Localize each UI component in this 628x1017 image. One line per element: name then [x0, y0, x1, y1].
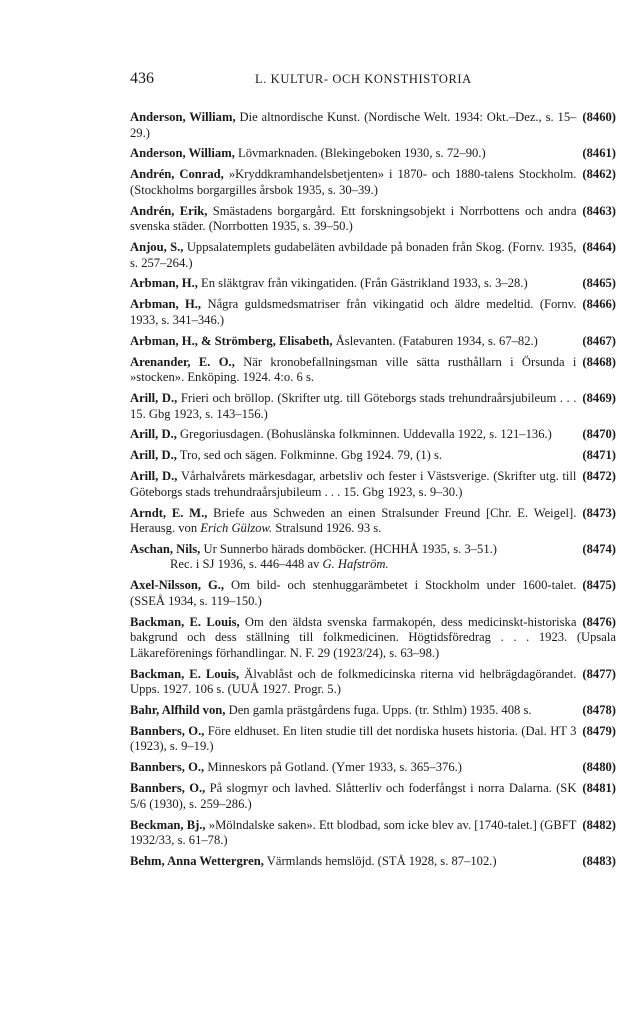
entry-author: Anderson, William,	[130, 146, 235, 161]
entry-text: Uppsalatemplets gudabeläten avbildade på bonaden från Skog. (Fornv. 1935, s. 257–264.)	[130, 240, 577, 270]
list-item	[130, 781, 616, 812]
entry-text-after: Stralsund 1926. 93 s.	[275, 521, 382, 536]
entry-text: Värmlands hemslöjd. (STÅ 1928, s. 87–102.)	[266, 853, 497, 868]
list-item	[130, 542, 616, 573]
entry-text: Ur Sunnerbo härads domböcker. (HCHHÅ 1935, s. 3–51.)	[203, 541, 497, 556]
entry-author: Backman, E. Louis,	[130, 614, 240, 629]
list-item	[130, 276, 616, 292]
entry-number: (8475)	[582, 578, 616, 593]
entry-author: Bannbers, O.,	[130, 723, 205, 738]
entry-author: Arill, D.,	[130, 469, 178, 484]
entry-number: (8477)	[582, 666, 616, 681]
list-item	[130, 448, 616, 464]
entry-number: (8461)	[582, 146, 616, 161]
entry-text: Tro, sed och sägen. Folkminne. Gbg 1924. 79, (1) s.	[179, 448, 443, 463]
list-item	[130, 297, 616, 328]
running-title: L. KULTUR- OCH KONSTHISTORIA	[255, 72, 472, 86]
entry-text: På slogmyr och lavhed. Slåtterliv och foderfångst i norra Dalarna. (SK 5/6 (1930), s. 259–286.)	[130, 781, 577, 811]
entry-number: (8472)	[582, 469, 616, 484]
page-header	[130, 70, 616, 92]
entry-text: »Mölndalske saken». Ett blodbad, som icke blev av. [1740-talet.] (GBFT 1932/33, s. 61–78.)	[130, 817, 577, 848]
entry-number: (8460)	[582, 110, 616, 124]
entry-author: Arenander, E. O.,	[130, 354, 235, 369]
entry-text: Åslevanten. (Fataburen 1934, s. 67–82.)	[335, 333, 538, 348]
entry-author: Andrén, Conrad,	[130, 167, 224, 182]
entry-review-note	[130, 557, 616, 573]
entry-text: Lövmarknaden. (Blekingeboken 1930, s. 72–90.)	[238, 146, 486, 161]
entry-author: Axel-Nilsson, G.,	[130, 578, 225, 593]
entry-author: Aschan, Nils,	[130, 541, 201, 556]
list-item	[130, 391, 616, 422]
entry-author: Arill, D.,	[130, 391, 178, 406]
entry-number: (8473)	[582, 505, 616, 520]
entry-number: (8476)	[582, 614, 616, 629]
entry-number: (8479)	[582, 723, 616, 738]
entry-author: Andrén, Erik,	[130, 203, 208, 218]
entry-author: Bahr, Alfhild von,	[130, 703, 226, 718]
entry-text: Gregoriusdagen. (Bohuslänska folkminnen. Uddevalla 1922, s. 121–136.)	[180, 427, 552, 442]
entry-author: Arill, D.,	[130, 448, 177, 463]
entry-text: En släktgrav från vikingatiden. (Från Gästrikland 1933, s. 3–28.)	[201, 276, 528, 291]
entry-number: (8465)	[582, 276, 616, 291]
entry-author: Backman, E. Louis,	[130, 666, 240, 681]
list-item	[130, 506, 616, 537]
entry-number: (8462)	[582, 167, 616, 182]
list-item	[130, 724, 616, 755]
entry-number: (8480)	[582, 760, 616, 775]
list-item	[130, 167, 616, 198]
review-text: Rec. i SJ 1936, s. 446–448 av	[170, 557, 320, 572]
entry-text: Vårhalvårets märkesdagar, arbetsliv och fester i Västsverige. (Skrifter utg. till Göteborgs stads trehundraårsjubileum . . . 15. Gbg 1923, s. 9–30.)	[130, 469, 577, 499]
entry-text: Smästadens borgargård. Ett forskningsobjekt i Norrbottens och andra svenska städer. (Norrbotten 1935, s. 39–50.)	[130, 203, 577, 234]
entry-author: Bannbers, O.,	[130, 760, 205, 775]
entry-text: Före eldhuset. En liten studie till det nordiska husets historia. (Dal. HT 3 (1923), s. 9–19.)	[130, 723, 577, 754]
entry-author: Arill, D.,	[130, 427, 177, 442]
list-item	[130, 427, 616, 443]
entry-author: Arbman, H.,	[130, 276, 198, 291]
entry-number: (8467)	[582, 333, 616, 348]
review-author: G. Hafström.	[322, 557, 389, 572]
list-item	[130, 110, 616, 141]
entry-number: (8469)	[582, 391, 616, 406]
list-item	[130, 854, 616, 870]
list-item	[130, 760, 616, 776]
entry-number: (8474)	[582, 541, 616, 556]
entry-text: Om den äldsta svenska farmakopén, dess medicinskt-historiska bakgrund och dess ställning till folkmedicinen. Högtidsföredrag . . . 1923. (Upsala Läkareförenings förhandlingar. N. F. 29 (1923/24), s. 63–98.)	[130, 614, 616, 660]
entry-number: (8470)	[582, 427, 616, 442]
entry-author: Anderson, William,	[130, 110, 236, 124]
entry-number: (8468)	[582, 354, 616, 369]
entry-author: Arndt, E. M.,	[130, 505, 208, 520]
entry-number: (8463)	[582, 203, 616, 218]
entry-author: Bannbers, O.,	[130, 781, 206, 796]
entry-text: Om bild- och stenhuggarämbetet i Stockholm under 1600-talet. (SSEÅ 1934, s. 119–150.)	[130, 578, 577, 608]
entry-text: Den gamla prästgårdens fuga. Upps. (tr. Sthlm) 1935. 408 s.	[228, 703, 532, 718]
entry-number: (8464)	[582, 240, 616, 255]
entry-author: Behm, Anna Wettergren,	[130, 853, 264, 868]
entry-text: Älvablåst och de folkmedicinska riterna vid helbrägdagörandet. Upps. 1927. 106 s. (UUÅ 1927. Progr. 5.)	[130, 666, 577, 697]
list-item	[130, 334, 616, 350]
entry-text: Die altnordische Kunst. (Nordische Welt. 1934: Okt.–Dez., s. 15–29.)	[130, 110, 577, 140]
entry-number: (8466)	[582, 297, 616, 312]
entry-text: Frieri och bröllop. (Skrifter utg. till Göteborgs stads trehundraårsjubileum . . . 15. Gbg 1923, s. 143–156.)	[130, 391, 577, 421]
entry-text: Några guldsmedsmatriser från vikingatid och äldre medeltid. (Fornv. 1933, s. 341–346.)	[130, 297, 577, 327]
page-number: 436	[130, 70, 154, 87]
entry-text: Minneskors på Gotland. (Ymer 1933, s. 365–376.)	[207, 760, 462, 775]
list-item	[130, 667, 616, 698]
entry-author: Anjou, S.,	[130, 240, 184, 255]
list-item	[130, 355, 616, 386]
list-item	[130, 703, 616, 719]
list-item	[130, 615, 616, 662]
entry-number: (8483)	[582, 853, 616, 868]
entry-text: När kronobefallningsman ville sätta rusthållarn i Örsunda i »stocken». Enköping. 1924. 4:o. 6 s.	[130, 354, 577, 385]
entry-text: »Kryddkramhandelsbetjenten» i 1870- och 1880-talens Stockholm. (Stockholms borgargilles årsbok 1935, s. 30–39.)	[130, 167, 577, 197]
entry-number: (8478)	[582, 703, 616, 718]
bibliography-list	[130, 110, 616, 875]
entry-text: Briefe aus Schweden an einen Stralsunder Freund [Chr. E. Weigel]. Herausg. von	[130, 505, 577, 536]
list-item	[130, 469, 616, 500]
entry-editor: Erich Gülzow.	[200, 521, 273, 536]
entry-number: (8471)	[582, 448, 616, 463]
entry-author: Arbman, H.,	[130, 297, 202, 312]
list-item	[130, 146, 616, 162]
entry-author: Arbman, H., & Strömberg, Elisabeth,	[130, 333, 333, 348]
list-item	[130, 578, 616, 609]
list-item	[130, 240, 616, 271]
list-item	[130, 818, 616, 849]
list-item	[130, 204, 616, 235]
entry-number: (8481)	[582, 781, 616, 796]
entry-number: (8482)	[582, 817, 616, 832]
entry-author: Beckman, Bj.,	[130, 817, 206, 832]
